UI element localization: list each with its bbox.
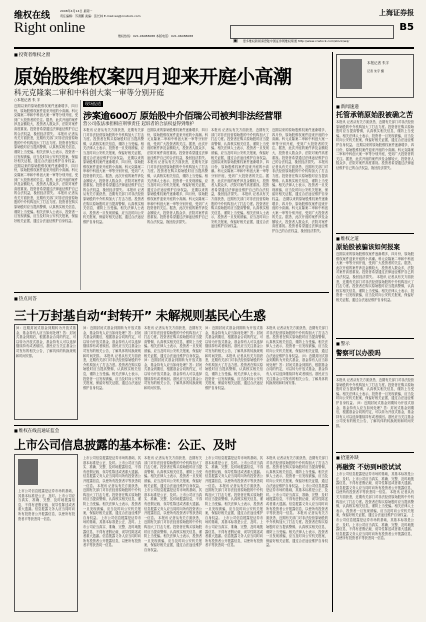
right-rule-1: [336, 233, 414, 234]
right-headline-2: 原始股被骗该如何报案: [336, 243, 400, 251]
sub-column-3: 本报讯 记者从有关方面获悉，近期有关部门对非法经营原始股的中介机构加大了打击力度。投资者在购买原始股时应当提高警惕，认真核实相关信息，谨防上当受骗。相关法律人士表示，投资者一旦发现被骗，应当及时向公安机关报案，保留好相关证据，通过合法途径维护自身权益。 近期以来的原始股维权案件逐渐增多，四月份，原始股维权案件迎来开庭的小高潮。科元克隆案二审和中科创大案一审等分别开庭，受到广大投资者的关注。据悉，此次开庭的案件涉及金额较大，投资者人数众多，法院对案件高度重视。投资者希望通过法律途径维护自己的合法权益，挽回经济损失。 本报讯 记者从有关方面获悉，近期有关部门对非法经营原始股的中介机构加大了打击力度。投资者在购买原始股时应当提高警惕，认真核实相关信息，谨防上当受骗。相关法律人士表示，投资者一旦发现被骗，应当及时向公安机关报案，保留好相关证据，通过合法途径维护自身权益。: [211, 128, 269, 229]
right-section-3: ■ 警示: [336, 341, 350, 347]
portrait-box: [336, 54, 414, 98]
quote-box: [336, 358, 414, 376]
masthead: [14, 6, 414, 46]
portrait-caption: 记者 朱宇 摄: [367, 69, 384, 73]
sub-subheadline: 营公司依法承担相应刑事责任 起诉者的合法权益得到维护: [83, 122, 195, 127]
right-text-1: 本报讯 记者从有关方面获悉，近期有关部门对非法经营原始股的中介机构加大了打击力度。投资者在购买原始股时应当提高警惕，认真核实相关信息，谨防上当受骗。相关法律人士表示，投资者一旦发现被骗，应当及时向公安机关报案，保留好相关证据，通过合法途径维护自身权益。 近期以来的原始股维权案件逐渐增多，四月份，原始股维权案件迎来开庭的小高潮。科元克隆案二审和中科创大案一审等分别开庭，受到广大投资者的关注。据悉，此次开庭的案件涉及金额较大，投资者人数众多，法院对案件高度重视。投资者希望通过法律途径维护自己的合法权益，挽回经济损失。: [336, 120, 414, 170]
sub-headline: 涉案逾600万 原始股中介佰瑞公司被判非法经营罪: [83, 111, 282, 122]
column-name: 维权在线: [14, 11, 51, 21]
qa-box: [14, 324, 78, 420]
author-box-text: 上市公司信息披露是证券市场的基础，其基本标准是公正、及时。上市公司应当真实、准确、完整、及时地披露信息，不得有虚假记载、误导性陈述或者重大遗漏。信息披露义务人应当同时向所有投资者公开披露信息，以使所有投资者平等获悉同一信息。: [18, 489, 75, 521]
right-text-2: 近期以来的原始股维权案件逐渐增多，四月份，原始股维权案件迎来开庭的小高潮。科元克隆案二审和中科创大案一审等分别开庭，受到广大投资者的关注。据悉，此次开庭的案件涉及金额较大，投资者人数众多，法院对案件高度重视。投资者希望通过法律途径维护自己的合法权益，挽回经济损失。 本报讯 记者从有关方面获悉，近期有关部门对非法经营原始股的中介机构加大了打击力度。投资者在购买原始股时应当提高警惕，认真核实相关信息，谨防上当受骗。相关法律人士表示，投资者一旦发现被骗，应当及时向公安机关报案，保留好相关证据，通过合法途径维护自身权益。: [336, 252, 414, 302]
reporter-label: 本报记者 朱宇: [367, 61, 390, 65]
hotline: 维权热线：021-96088088 本版电话：021-96088088: [118, 34, 194, 38]
qa-box-text: 问：近期封闭式基金到期转为开放式基金，基金持有人应当如何处理？答：封闭式基金到期后，根据基金合同的约定，可以转为开放式基金，基金持有人可以选择继续持有或者赎回。基民应当关注基金公司发布的相关公告，了解具体的转换规则和时间安排。: [16, 326, 76, 358]
bottom-column-1: 上市公司信息披露是证券市场的基础，其基本标准是公正、及时。上市公司应当真实、准确、完整、及时地披露信息，不得有虚假记载、误导性陈述或者重大遗漏。信息披露义务人应当同时向所有投资者公开披露信息，以使所有投资者平等获悉同一信息。 本报讯 记者从有关方面获悉，近期有关部门对非法经营原始股的中介机构加大了打击力度。投资者在购买原始股时应当提高警惕，认真核实相关信息，谨防上当受骗。相关法律人士表示，投资者一旦发现被骗，应当及时向公安机关报案，保留好相关证据，通过合法途径维护自身权益。 上市公司信息披露是证券市场的基础，其基本标准是公正、及时。上市公司应当真实、准确、完整、及时地披露信息，不得有虚假记载、误导性陈述或者重大遗漏。信息披露义务人应当同时向所有投资者公开披露信息，以使所有投资者平等获悉同一信息。: [83, 456, 141, 548]
author-box: [14, 454, 78, 612]
paper-name: 上海证券报: [379, 8, 414, 17]
right-text-3: 本报讯 记者从有关方面获悉，近期有关部门对非法经营原始股的中介机构加大了打击力度。投资者在购买原始股时应当提高警惕，认真核实相关信息，谨防上当受骗。相关法律人士表示，投资者一旦发现被骗，应当及时向公安机关报案，保留好相关证据，通过合法途径维护自身权益。 问：近期封闭式基金到期转为开放式基金，基金持有人应当如何处理？答：封闭式基金到期后，根据基金合同的约定，可以转为开放式基金，基金持有人可以选择继续持有或者赎回。基民应当关注基金公司发布的相关公告，了解具体的转换规则和时间安排。: [336, 378, 414, 428]
notice-text: 更多维权新闻请登陆中国证券网维权频道 http://www.cnstock.com/stock/wq/: [242, 39, 350, 43]
notice-box: [230, 25, 394, 44]
sub-column-4: 近期以来的原始股维权案件逐渐增多，四月份，原始股维权案件迎来开庭的小高潮。科元克隆案二审和中科创大案一审等分别开庭，受到广大投资者的关注。据悉，此次开庭的案件涉及金额较大，投资者人数众多，法院对案件高度重视。投资者希望通过法律途径维护自己的合法权益，挽回经济损失。 本报讯 记者从有关方面获悉，近期有关部门对非法经营原始股的中介机构加大了打击力度。投资者在购买原始股时应当提高警惕，认真核实相关信息，谨防上当受骗。相关法律人士表示，投资者一旦发现被骗，应当及时向公安机关报案，保留好相关证据，通过合法途径维护自身权益。 近期以来的原始股维权案件逐渐增多，四月份，原始股维权案件迎来开庭的小高潮。科元克隆案二审和中科创大案一审等分别开庭，受到广大投资者的关注。据悉，此次开庭的案件涉及金额较大，投资者人数众多，法院对案件高度重视。投资者希望通过法律途径维护自己的合法权益，挽回经济损失。: [272, 128, 328, 234]
reporter-photo: [340, 59, 362, 89]
bottom-section-label: ■ 维权在线直通证监会: [14, 428, 59, 434]
right-section-4: ■ 拾遗补缺: [336, 455, 359, 461]
right-column-divider: [332, 52, 333, 612]
right-headline-3: 警察可以办股吗: [336, 349, 381, 357]
bottom-column-4: 本报讯 记者从有关方面获悉，近期有关部门对非法经营原始股的中介机构加大了打击力度。投资者在购买原始股时应当提高警惕，认真核实相关信息，谨防上当受骗。相关法律人士表示，投资者一旦发现被骗，应当及时向公安机关报案，保留好相关证据，通过合法途径维护自身权益。 上市公司信息披露是证券市场的基础，其基本标准是公正、及时。上市公司应当真实、准确、完整、及时地披露信息，不得有虚假记载、误导性陈述或者重大遗漏。信息披露义务人应当同时向所有投资者公开披露信息，以使所有投资者平等获悉同一信息。 本报讯 记者从有关方面获悉，近期有关部门对非法经营原始股的中介机构加大了打击力度。投资者在购买原始股时应当提高警惕，认真核实相关信息，谨防上当受骗。相关法律人士表示，投资者一旦发现被骗，应当及时向公安机关报案，保留好相关证据，通过合法途径维护自身权益。: [266, 456, 328, 548]
sub-section-label: 现场报道: [85, 101, 101, 106]
editor-line: 责任编辑：苏清鹏 美编：张长林 E-mail:wq@cnstock.com: [60, 14, 141, 18]
right-section-1: ■ 新闻速递: [336, 104, 359, 110]
right-section-2: ■ 维权之道: [336, 236, 359, 242]
lead-subheadline: 科元克隆案二审和中科创大案一审等分别开庭: [14, 88, 164, 97]
middle-column-4: 本报讯 记者从有关方面获悉，近期有关部门对非法经营原始股的中介机构加大了打击力度。投资者在购买原始股时应当提高警惕，认真核实相关信息，谨防上当受骗。相关法律人士表示，投资者一旦发现被骗，应当及时向公安机关报案，保留好相关证据，通过合法途径维护自身权益。 问：近期封闭式基金到期转为开放式基金，基金持有人应当如何处理？答：封闭式基金到期后，根据基金合同的约定，可以转为开放式基金，基金持有人可以选择继续持有或者赎回。基民应当关注基金公司发布的相关公告，了解具体的转换规则和时间安排。: [266, 326, 328, 386]
lead-headline: 原始股维权案四月迎来开庭小高潮: [14, 66, 292, 88]
middle-section-label: ■ 热点问答: [14, 296, 37, 302]
bottom-headline: 上市公司信息披露的基本标准：公正、及时: [14, 438, 237, 452]
page-number: B5: [399, 22, 414, 33]
lead-byline: ○本报记者 朱 宇: [14, 98, 41, 102]
masthead-rule: [14, 47, 414, 49]
english-title: Right online: [14, 20, 85, 36]
lead-column-1: 近期以来的原始股维权案件逐渐增多，四月份，原始股维权案件迎来开庭的小高潮。科元克隆案二审和中科创大案一审等分别开庭，受到广大投资者的关注。据悉，此次开庭的案件涉及金额较大，投资者人数众多，法院对案件高度重视。投资者希望通过法律途径维护自己的合法权益，挽回经济损失。 本报讯 记者从有关方面获悉，近期有关部门对非法经营原始股的中介机构加大了打击力度。投资者在购买原始股时应当提高警惕，认真核实相关信息，谨防上当受骗。相关法律人士表示，投资者一旦发现被骗，应当及时向公安机关报案，保留好相关证据，通过合法途径维护自身权益。 近期以来的原始股维权案件逐渐增多，四月份，原始股维权案件迎来开庭的小高潮。科元克隆案二审和中科创大案一审等分别开庭，受到广大投资者的关注。据悉，此次开庭的案件涉及金额较大，投资者人数众多，法院对案件高度重视。投资者希望通过法律途径维护自己的合法权益，挽回经济损失。 本报讯 记者从有关方面获悉，近期有关部门对非法经营原始股的中介机构加大了打击力度。投资者在购买原始股时应当提高警惕，认真核实相关信息，谨防上当受骗。相关法律人士表示，投资者一旦发现被骗，应当及时向公安机关报案，保留好相关证据，通过合法途径维护自身权益。: [14, 104, 78, 223]
right-headline-4: 再融资 不妨到H股试试: [336, 463, 402, 471]
bottom-rule: [14, 425, 329, 426]
right-headline-1: 托管承销原始股被确之苦: [336, 111, 413, 119]
middle-rule: [14, 292, 329, 293]
right-rule-3: [336, 452, 414, 453]
author-photo: [18, 459, 38, 485]
middle-column-2: 本报讯 记者从有关方面获悉，近期有关部门对非法经营原始股的中介机构加大了打击力度。投资者在购买原始股时应当提高警惕，认真核实相关信息，谨防上当受骗。相关法律人士表示，投资者一旦发现被骗，应当及时向公安机关报案，保留好相关证据，通过合法途径维护自身权益。 问：近期封闭式基金到期转为开放式基金，基金持有人应当如何处理？答：封闭式基金到期后，根据基金合同的约定，可以转为开放式基金，基金持有人可以选择继续持有或者赎回。基民应当关注基金公司发布的相关公告，了解具体的转换规则和时间安排。: [144, 326, 202, 390]
right-rule-2: [336, 338, 414, 339]
date-line: 2008年4月14日 星期一: [60, 9, 93, 13]
bottom-column-2: 本报讯 记者从有关方面获悉，近期有关部门对非法经营原始股的中介机构加大了打击力度。投资者在购买原始股时应当提高警惕，认真核实相关信息，谨防上当受骗。相关法律人士表示，投资者一旦发现被骗，应当及时向公安机关报案，保留好相关证据，通过合法途径维护自身权益。 上市公司信息披露是证券市场的基础，其基本标准是公正、及时。上市公司应当真实、准确、完整、及时地披露信息，不得有虚假记载、误导性陈述或者重大遗漏。信息披露义务人应当同时向所有投资者公开披露信息，以使所有投资者平等获悉同一信息。 本报讯 记者从有关方面获悉，近期有关部门对非法经营原始股的中介机构加大了打击力度。投资者在购买原始股时应当提高警惕，认真核实相关信息，谨防上当受骗。相关法律人士表示，投资者一旦发现被骗，应当及时向公安机关报案，保留好相关证据，通过合法途径维护自身权益。: [144, 456, 202, 552]
sub-column-1: 本报讯 记者从有关方面获悉，近期有关部门对非法经营原始股的中介机构加大了打击力度。投资者在购买原始股时应当提高警惕，认真核实相关信息，谨防上当受骗。相关法律人士表示，投资者一旦发现被骗，应当及时向公安机关报案，保留好相关证据，通过合法途径维护自身权益。 近期以来的原始股维权案件逐渐增多，四月份，原始股维权案件迎来开庭的小高潮。科元克隆案二审和中科创大案一审等分别开庭，受到广大投资者的关注。据悉，此次开庭的案件涉及金额较大，投资者人数众多，法院对案件高度重视。投资者希望通过法律途径维护自己的合法权益，挽回经济损失。 本报讯 记者从有关方面获悉，近期有关部门对非法经营原始股的中介机构加大了打击力度。投资者在购买原始股时应当提高警惕，认真核实相关信息，谨防上当受骗。相关法律人士表示，投资者一旦发现被骗，应当及时向公安机关报案，保留好相关证据，通过合法途径维护自身权益。: [83, 128, 144, 224]
lead-section-label: ■ 投资者维权之窗: [14, 52, 50, 58]
middle-column-1: 问：近期封闭式基金到期转为开放式基金，基金持有人应当如何处理？答：封闭式基金到期后，根据基金合同的约定，可以转为开放式基金，基金持有人可以选择继续持有或者赎回。基民应当关注基金公司发布的相关公告，了解具体的转换规则和时间安排。 本报讯 记者从有关方面获悉，近期有关部门对非法经营原始股的中介机构加大了打击力度。投资者在购买原始股时应当提高警惕，认真核实相关信息，谨防上当受骗。相关法律人士表示，投资者一旦发现被骗，应当及时向公安机关报案，保留好相关证据，通过合法途径维护自身权益。: [83, 326, 141, 390]
column-divider: [80, 100, 81, 290]
middle-headline: 三十万封基自动“封转开” 未解规则基民心生惑: [14, 308, 266, 323]
right-text-4: 上市公司信息披露是证券市场的基础，其基本标准是公正、及时。上市公司应当真实、准确、完整、及时地披露信息，不得有虚假记载、误导性陈述或者重大遗漏。信息披露义务人应当同时向所有投资者公开披露信息，以使所有投资者平等获悉同一信息。 本报讯 记者从有关方面获悉，近期有关部门对非法经营原始股的中介机构加大了打击力度。投资者在购买原始股时应当提高警惕，认真核实相关信息，谨防上当受骗。相关法律人士表示，投资者一旦发现被骗，应当及时向公安机关报案，保留好相关证据，通过合法途径维护自身权益。 上市公司信息披露是证券市场的基础，其基本标准是公正、及时。上市公司应当真实、准确、完整、及时地披露信息，不得有虚假记载、误导性陈述或者重大遗漏。信息披露义务人应当同时向所有投资者公开披露信息，以使所有投资者平等获悉同一信息。: [336, 472, 414, 541]
bottom-column-3: 上市公司信息披露是证券市场的基础，其基本标准是公正、及时。上市公司应当真实、准确、完整、及时地披露信息，不得有虚假记载、误导性陈述或者重大遗漏。信息披露义务人应当同时向所有投资者公开披露信息，以使所有投资者平等获悉同一信息。 本报讯 记者从有关方面获悉，近期有关部门对非法经营原始股的中介机构加大了打击力度。投资者在购买原始股时应当提高警惕，认真核实相关信息，谨防上当受骗。相关法律人士表示，投资者一旦发现被骗，应当及时向公安机关报案，保留好相关证据，通过合法途径维护自身权益。 上市公司信息披露是证券市场的基础，其基本标准是公正、及时。上市公司应当真实、准确、完整、及时地披露信息，不得有虚假记载、误导性陈述或者重大遗漏。信息披露义务人应当同时向所有投资者公开披露信息，以使所有投资者平等获悉同一信息。: [205, 456, 263, 548]
sub-column-2: 近期以来的原始股维权案件逐渐增多，四月份，原始股维权案件迎来开庭的小高潮。科元克隆案二审和中科创大案一审等分别开庭，受到广大投资者的关注。据悉，此次开庭的案件涉及金额较大，投资者人数众多，法院对案件高度重视。投资者希望通过法律途径维护自己的合法权益，挽回经济损失。 本报讯 记者从有关方面获悉，近期有关部门对非法经营原始股的中介机构加大了打击力度。投资者在购买原始股时应当提高警惕，认真核实相关信息，谨防上当受骗。相关法律人士表示，投资者一旦发现被骗，应当及时向公安机关报案，保留好相关证据，通过合法途径维护自身权益。 近期以来的原始股维权案件逐渐增多，四月份，原始股维权案件迎来开庭的小高潮。科元克隆案二审和中科创大案一审等分别开庭，受到广大投资者的关注。据悉，此次开庭的案件涉及金额较大，投资者人数众多，法院对案件高度重视。投资者希望通过法律途径维护自己的合法权益，挽回经济损失。: [147, 128, 208, 224]
notice-icon: ▣: [233, 38, 238, 44]
middle-column-3: 问：近期封闭式基金到期转为开放式基金，基金持有人应当如何处理？答：封闭式基金到期后，根据基金合同的约定，可以转为开放式基金，基金持有人可以选择继续持有或者赎回。基民应当关注基金公司发布的相关公告，了解具体的转换规则和时间安排。 本报讯 记者从有关方面获悉，近期有关部门对非法经营原始股的中介机构加大了打击力度。投资者在购买原始股时应当提高警惕，认真核实相关信息，谨防上当受骗。相关法律人士表示，投资者一旦发现被骗，应当及时向公安机关报案，保留好相关证据，通过合法途径维护自身权益。: [205, 326, 263, 390]
